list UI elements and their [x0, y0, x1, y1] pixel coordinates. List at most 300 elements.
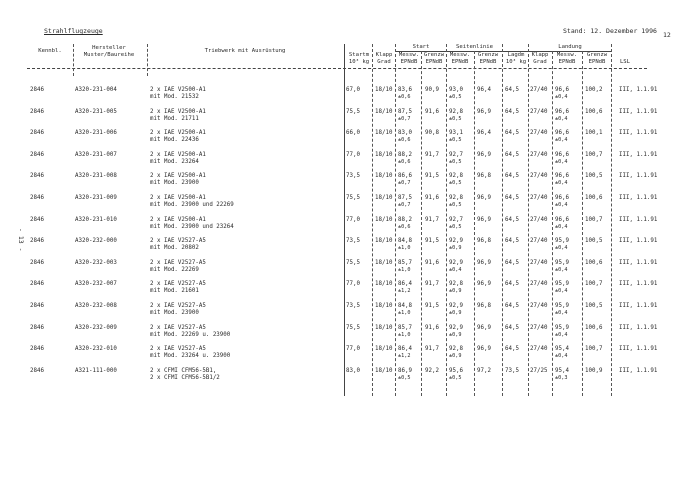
cell-muster: A320-232-003: [75, 259, 117, 266]
cell-startm: 73,5: [346, 173, 360, 180]
table-row: [0, 152, 700, 173]
cell-start-messw-tolerance: ±0,7: [398, 180, 411, 187]
cell-lsl: III, 1.1.91: [619, 346, 658, 353]
cell-start-messw: 88,2: [398, 151, 412, 158]
cell-start-messw-tolerance: ±1,2: [398, 353, 411, 360]
cell-engine: 2 x IAE V2527-A5: [150, 238, 206, 245]
cell-engine: 2 x IAE V2527-A5: [150, 259, 206, 266]
cell-land-grenzw: 100,5: [585, 303, 603, 309]
cell-seit-grenzw: 96,8: [477, 238, 491, 245]
col-sep: [73, 44, 74, 76]
cell-start-grenzw: 91,5: [425, 173, 439, 180]
cell-land-grenzw: 100,6: [585, 324, 603, 331]
header-startm: Startm: [348, 52, 370, 58]
cell-land-klapp: 27/40: [530, 87, 548, 93]
cell-land-grenzw: 100,7: [585, 151, 603, 158]
table-row: [0, 281, 700, 302]
cell-seit-messw: 93,0: [449, 87, 463, 93]
cell-muster: A320-232-010: [75, 346, 117, 353]
cell-seit-messw: 92,7: [449, 151, 463, 158]
header-start-messw-unit: EPNdB: [400, 59, 418, 65]
cell-lagdm: 64,5: [505, 346, 519, 353]
cell-klapp: 18/10: [375, 195, 393, 201]
side-page-marker: - 13 -: [17, 228, 25, 252]
cell-start-messw: 85,7: [398, 324, 412, 331]
cell-land-messw: 95,9: [555, 238, 569, 245]
cell-lsl: III, 1.1.91: [619, 324, 658, 331]
cell-land-messw: 95,9: [555, 259, 569, 266]
header-seit-grenzw: Grenzw: [477, 52, 499, 58]
cell-startm: 66,0: [346, 130, 360, 137]
header-triebwerk: Triebwerk mit Ausrüstung: [204, 48, 286, 54]
table-row: [0, 303, 700, 324]
cell-seit-grenzw: 96,9: [477, 195, 491, 201]
cell-engine: 2 x CFMI CFM56-5B1,: [150, 367, 217, 374]
cell-land-messw-tolerance: ±0,4: [555, 158, 568, 165]
cell-land-klapp: 27/40: [530, 346, 548, 353]
cell-land-klapp: 27/40: [530, 281, 548, 288]
cell-engine: 2 x IAE V2500-A1: [150, 130, 206, 137]
cell-engine: 2 x IAE V2527-A5: [150, 303, 206, 309]
header-bottom-rule: [27, 68, 647, 69]
cell-seit-messw-tolerance: ±0,9: [449, 288, 462, 295]
cell-start-messw: 86,4: [398, 346, 412, 353]
cell-kennbl: 2846: [30, 173, 44, 180]
cell-muster: A320-231-009: [75, 195, 117, 201]
cell-engine: 2 x IAE V2500-A1: [150, 87, 206, 93]
cell-seit-grenzw: 97,2: [477, 367, 491, 374]
cell-start-grenzw: 91,6: [425, 108, 439, 115]
cell-lagdm: 64,5: [505, 324, 519, 331]
cell-kennbl: 2846: [30, 216, 44, 223]
cell-seit-grenzw: 96,8: [477, 303, 491, 309]
cell-start-messw-tolerance: ±0,6: [398, 223, 411, 230]
cell-startm: 75,5: [346, 195, 360, 201]
cell-startm: 75,5: [346, 324, 360, 331]
cell-land-messw: 95,9: [555, 324, 569, 331]
cell-klapp: 18/10: [375, 87, 393, 93]
cell-start-grenzw: 91,5: [425, 238, 439, 245]
cell-seit-grenzw: 96,4: [477, 87, 491, 93]
page-number: 12: [663, 31, 671, 39]
header-land-klapp-unit: Grad: [533, 59, 547, 65]
cell-lagdm: 64,5: [505, 238, 519, 245]
cell-land-messw-tolerance: ±0,4: [555, 288, 568, 295]
cell-klapp: 18/10: [375, 173, 393, 180]
cell-seit-messw: 93,1: [449, 130, 463, 137]
cell-seit-messw: 92,8: [449, 195, 463, 201]
cell-land-messw-tolerance: ±0,4: [555, 115, 568, 122]
cell-seit-messw: 92,9: [449, 303, 463, 309]
header-klapp-unit: Grad: [377, 59, 391, 65]
header-lagdm: Lagdm: [507, 52, 525, 58]
cell-seit-messw-tolerance: ±0,5: [449, 94, 462, 100]
cell-engine: 2 x IAE V2500-A1: [150, 151, 206, 158]
cell-lagdm: 64,5: [505, 195, 519, 201]
cell-lsl: III, 1.1.91: [619, 216, 658, 223]
cell-start-grenzw: 91,7: [425, 216, 439, 223]
header-land-grenzw-unit: EPNdB: [588, 59, 606, 65]
cell-engine-mod: 2 x CFMI CFM56-5B1/2: [150, 374, 220, 381]
cell-kennbl: 2846: [30, 259, 44, 266]
header-group-rule: [396, 51, 612, 52]
table-row: [0, 325, 700, 346]
cell-lsl: III, 1.1.91: [619, 367, 658, 374]
cell-klapp: 18/10: [375, 259, 393, 266]
cell-seit-messw-tolerance: ±0,9: [449, 353, 462, 360]
cell-land-messw: 95,4: [555, 346, 569, 353]
cell-klapp: 18/10: [375, 151, 393, 158]
cell-land-messw: 95,9: [555, 303, 569, 309]
cell-kennbl: 2846: [30, 238, 44, 245]
cell-lagdm: 64,5: [505, 151, 519, 158]
cell-start-grenzw: 91,7: [425, 346, 439, 353]
cell-land-messw-tolerance: ±0,4: [555, 353, 568, 360]
cell-seit-grenzw: 96,9: [477, 259, 491, 266]
document-date: Stand: 12. Dezember 1996: [563, 27, 657, 35]
cell-lagdm: 64,5: [505, 216, 519, 223]
cell-land-grenzw: 100,7: [585, 346, 603, 353]
cell-startm: 67,0: [346, 87, 360, 93]
cell-seit-messw-tolerance: ±0,5: [449, 374, 462, 381]
cell-start-grenzw: 91,6: [425, 259, 439, 266]
cell-start-grenzw: 92,2: [425, 367, 439, 374]
cell-start-messw-tolerance: ±0,7: [398, 202, 411, 208]
header-land-messw-unit: EPNdB: [558, 59, 576, 65]
cell-lagdm: 64,5: [505, 259, 519, 266]
cell-land-klapp: 27/40: [530, 216, 548, 223]
cell-kennbl: 2846: [30, 346, 44, 353]
cell-land-grenzw: 100,6: [585, 195, 603, 201]
cell-seit-messw-tolerance: ±0,4: [449, 266, 462, 273]
cell-muster: A320-231-004: [75, 87, 117, 93]
header-startm-unit: 10³ kg: [348, 59, 370, 65]
cell-start-messw-tolerance: ±1,0: [398, 310, 411, 316]
cell-seit-messw-tolerance: ±0,5: [449, 180, 462, 187]
cell-start-messw: 83,0: [398, 130, 412, 137]
document-title: Strahlflugzeuge: [44, 27, 103, 35]
cell-muster: A320-232-000: [75, 238, 117, 245]
cell-engine-mod: mit Mod. 21532: [150, 94, 199, 100]
cell-start-messw: 83,6: [398, 87, 412, 93]
cell-lsl: III, 1.1.91: [619, 259, 658, 266]
cell-engine-mod: mit Mod. 23900: [150, 310, 199, 316]
cell-muster: A320-231-010: [75, 216, 117, 223]
cell-land-messw-tolerance: ±0,4: [555, 202, 568, 208]
cell-land-messw-tolerance: ±0,4: [555, 94, 568, 100]
cell-start-grenzw: 91,6: [425, 195, 439, 201]
table-row: [0, 217, 700, 238]
cell-startm: 77,0: [346, 346, 360, 353]
header-land-klapp: Klapp: [531, 52, 549, 58]
table-row: [0, 109, 700, 130]
cell-start-messw-tolerance: ±1,2: [398, 288, 411, 295]
cell-lagdm: 64,5: [505, 281, 519, 288]
cell-muster: A320-231-008: [75, 173, 117, 180]
cell-land-messw: 96,6: [555, 216, 569, 223]
cell-land-messw-tolerance: ±0,4: [555, 137, 568, 144]
cell-start-grenzw: 91,5: [425, 303, 439, 309]
cell-seit-messw-tolerance: ±0,5: [449, 223, 462, 230]
cell-land-messw-tolerance: ±0,4: [555, 310, 568, 316]
cell-startm: 77,0: [346, 216, 360, 223]
cell-land-messw: 96,6: [555, 108, 569, 115]
cell-kennbl: 2846: [30, 367, 44, 374]
cell-seit-messw-tolerance: ±0,5: [449, 115, 462, 122]
cell-seit-messw: 92,7: [449, 216, 463, 223]
cell-muster: A320-231-007: [75, 151, 117, 158]
table-row: [0, 346, 700, 367]
cell-start-messw: 85,7: [398, 259, 412, 266]
cell-muster: A320-231-005: [75, 108, 117, 115]
cell-kennbl: 2846: [30, 303, 44, 309]
cell-land-messw: 96,6: [555, 130, 569, 137]
cell-land-grenzw: 100,5: [585, 173, 603, 180]
cell-klapp: 18/10: [375, 367, 393, 374]
cell-land-klapp: 27/40: [530, 303, 548, 309]
cell-land-klapp: 27/40: [530, 324, 548, 331]
cell-land-grenzw: 100,5: [585, 238, 603, 245]
table-row: [0, 130, 700, 151]
cell-klapp: 18/10: [375, 303, 393, 309]
cell-land-klapp: 27/40: [530, 130, 548, 137]
cell-start-grenzw: 91,7: [425, 151, 439, 158]
cell-land-grenzw: 100,1: [585, 130, 603, 137]
cell-land-grenzw: 100,6: [585, 108, 603, 115]
cell-lsl: III, 1.1.91: [619, 238, 658, 245]
cell-kennbl: 2846: [30, 195, 44, 201]
table-row: [0, 368, 700, 389]
cell-land-messw-tolerance: ±0,4: [555, 331, 568, 338]
cell-start-messw: 86,4: [398, 281, 412, 288]
cell-start-messw-tolerance: ±0,6: [398, 137, 411, 144]
cell-seit-messw: 95,6: [449, 367, 463, 374]
cell-engine: 2 x IAE V2500-A1: [150, 108, 206, 115]
cell-klapp: 18/10: [375, 324, 393, 331]
cell-engine: 2 x IAE V2527-A5: [150, 281, 206, 288]
cell-engine-mod: mit Mod. 20802: [150, 245, 199, 252]
cell-land-messw-tolerance: ±0,4: [555, 245, 568, 252]
cell-seit-messw-tolerance: ±0,5: [449, 202, 462, 208]
cell-land-grenzw: 100,6: [585, 259, 603, 266]
cell-engine: 2 x IAE V2527-A5: [150, 324, 206, 331]
cell-kennbl: 2846: [30, 130, 44, 137]
cell-land-klapp: 27/40: [530, 195, 548, 201]
header-landung-group: Landung: [558, 44, 582, 50]
cell-muster: A320-231-006: [75, 130, 117, 137]
cell-engine-mod: mit Mod. 22269: [150, 266, 199, 273]
cell-seit-messw-tolerance: ±0,9: [449, 245, 462, 252]
cell-engine-mod: mit Mod. 23900: [150, 180, 199, 187]
cell-engine-mod: mit Mod. 23264: [150, 158, 199, 165]
cell-start-messw-tolerance: ±1,0: [398, 245, 411, 252]
cell-startm: 77,0: [346, 151, 360, 158]
cell-land-messw-tolerance: ±0,4: [555, 180, 568, 187]
cell-kennbl: 2846: [30, 87, 44, 93]
header-hersteller: Hersteller: [92, 45, 126, 51]
cell-kennbl: 2846: [30, 324, 44, 331]
header-muster: Muster/Baureihe: [83, 52, 135, 58]
cell-seit-grenzw: 96,4: [477, 130, 491, 137]
table-row: [0, 87, 700, 108]
cell-seit-messw-tolerance: ±0,9: [449, 310, 462, 316]
cell-land-messw: 96,6: [555, 173, 569, 180]
cell-start-messw-tolerance: ±0,7: [398, 115, 411, 122]
cell-engine: 2 x IAE V2500-A1: [150, 173, 206, 180]
cell-start-messw-tolerance: ±0,5: [398, 374, 411, 381]
cell-lagdm: 64,5: [505, 87, 519, 93]
cell-klapp: 18/10: [375, 108, 393, 115]
cell-seit-grenzw: 96,9: [477, 151, 491, 158]
cell-land-grenzw: 100,7: [585, 281, 603, 288]
cell-seit-messw: 92,8: [449, 108, 463, 115]
header-klapp: Klapp: [375, 52, 393, 58]
cell-start-messw: 84,8: [398, 303, 412, 309]
header-lagdm-unit: 10³ kg: [505, 59, 527, 65]
cell-muster: A320-232-009: [75, 324, 117, 331]
cell-seit-messw: 92,8: [449, 281, 463, 288]
header-seitenlinie-group: Seitenlinie: [455, 44, 494, 50]
cell-seit-messw: 92,8: [449, 173, 463, 180]
cell-land-messw: 96,6: [555, 87, 569, 93]
cell-land-klapp: 27/40: [530, 108, 548, 115]
cell-land-klapp: 27/40: [530, 238, 548, 245]
cell-engine: 2 x IAE V2527-A5: [150, 346, 206, 353]
cell-engine-mod: mit Mod. 23900 und 22269: [150, 202, 234, 208]
cell-engine-mod: mit Mod. 21711: [150, 115, 199, 122]
cell-seit-messw: 92,9: [449, 238, 463, 245]
cell-seit-grenzw: 96,9: [477, 346, 491, 353]
cell-land-messw-tolerance: ±0,4: [555, 266, 568, 273]
cell-start-grenzw: 91,6: [425, 324, 439, 331]
cell-lagdm: 73,5: [505, 367, 519, 374]
cell-lsl: III, 1.1.91: [619, 87, 658, 93]
cell-land-messw: 96,6: [555, 195, 569, 201]
cell-land-messw-tolerance: ±0,4: [555, 223, 568, 230]
cell-seit-messw-tolerance: ±0,5: [449, 137, 462, 144]
header-land-grenzw: Grenzw: [586, 52, 608, 58]
cell-startm: 73,5: [346, 238, 360, 245]
cell-start-messw: 86,9: [398, 367, 412, 374]
cell-klapp: 18/10: [375, 346, 393, 353]
cell-land-klapp: 27/40: [530, 151, 548, 158]
header-kennbl: Kennbl.: [38, 48, 62, 54]
cell-land-messw: 95,4: [555, 367, 569, 374]
table-row: [0, 173, 700, 194]
cell-lsl: III, 1.1.91: [619, 173, 658, 180]
cell-engine-mod: mit Mod. 22269 u. 23900: [150, 331, 231, 338]
cell-startm: 83,0: [346, 367, 360, 374]
cell-land-grenzw: 100,9: [585, 367, 603, 374]
table-row: [0, 238, 700, 259]
cell-kennbl: 2846: [30, 281, 44, 288]
cell-lsl: III, 1.1.91: [619, 108, 658, 115]
cell-start-messw: 87,5: [398, 195, 412, 201]
cell-land-grenzw: 100,7: [585, 216, 603, 223]
header-land-messw: Messw.: [556, 52, 578, 58]
cell-lsl: III, 1.1.91: [619, 130, 658, 137]
col-sep: [147, 44, 148, 76]
cell-seit-grenzw: 96,9: [477, 281, 491, 288]
cell-kennbl: 2846: [30, 151, 44, 158]
cell-seit-grenzw: 96,9: [477, 324, 491, 331]
header-start-grenzw: Grenzw: [423, 52, 445, 58]
cell-start-messw-tolerance: ±0,6: [398, 158, 411, 165]
cell-kennbl: 2846: [30, 108, 44, 115]
cell-muster: A321-111-000: [75, 367, 117, 374]
cell-seit-grenzw: 96,9: [477, 108, 491, 115]
cell-start-messw: 87,5: [398, 108, 412, 115]
table-row: [0, 260, 700, 281]
cell-seit-messw: 92,9: [449, 324, 463, 331]
header-start-grenzw-unit: EPNdB: [425, 59, 443, 65]
cell-lagdm: 64,5: [505, 173, 519, 180]
cell-start-messw-tolerance: ±1,0: [398, 266, 411, 273]
cell-startm: 77,0: [346, 281, 360, 288]
cell-startm: 75,5: [346, 259, 360, 266]
cell-lagdm: 64,5: [505, 108, 519, 115]
cell-seit-messw: 92,9: [449, 259, 463, 266]
cell-start-messw-tolerance: ±0,6: [398, 94, 411, 100]
cell-klapp: 18/10: [375, 238, 393, 245]
cell-muster: A320-232-008: [75, 303, 117, 309]
cell-seit-messw: 92,8: [449, 346, 463, 353]
cell-start-grenzw: 90,9: [425, 87, 439, 93]
cell-engine-mod: mit Mod. 23900 und 23264: [150, 223, 234, 230]
cell-engine-mod: mit Mod. 22436: [150, 137, 199, 144]
cell-lsl: III, 1.1.91: [619, 195, 658, 201]
header-seit-messw-unit: EPNdB: [451, 59, 469, 65]
cell-engine-mod: mit Mod. 21601: [150, 288, 199, 295]
cell-seit-messw-tolerance: ±0,5: [449, 158, 462, 165]
header-start-messw: Messw.: [398, 52, 420, 58]
cell-start-messw-tolerance: ±1,0: [398, 331, 411, 338]
cell-muster: A320-232-007: [75, 281, 117, 288]
table-row: [0, 195, 700, 216]
cell-lsl: III, 1.1.91: [619, 151, 658, 158]
cell-land-klapp: 27/40: [530, 173, 548, 180]
cell-land-klapp: 27/25: [530, 367, 548, 374]
cell-lsl: III, 1.1.91: [619, 281, 658, 288]
cell-land-klapp: 27/40: [530, 259, 548, 266]
cell-lagdm: 64,5: [505, 303, 519, 309]
header-lsl: LSL: [619, 59, 631, 65]
cell-startm: 75,5: [346, 108, 360, 115]
cell-klapp: 18/10: [375, 216, 393, 223]
cell-start-messw: 86,6: [398, 173, 412, 180]
cell-start-messw: 84,8: [398, 238, 412, 245]
cell-land-messw: 95,9: [555, 281, 569, 288]
header-seit-messw: Messw.: [449, 52, 471, 58]
cell-engine: 2 x IAE V2500-A1: [150, 216, 206, 223]
cell-klapp: 18/10: [375, 130, 393, 137]
cell-land-grenzw: 100,2: [585, 87, 603, 93]
cell-klapp: 18/10: [375, 281, 393, 288]
cell-engine: 2 x IAE V2500-A1: [150, 195, 206, 201]
cell-seit-grenzw: 96,9: [477, 216, 491, 223]
cell-start-grenzw: 90,8: [425, 130, 439, 137]
cell-startm: 73,5: [346, 303, 360, 309]
header-seit-grenzw-unit: EPNdB: [479, 59, 497, 65]
header-start-group: Start: [412, 44, 430, 50]
cell-start-grenzw: 91,7: [425, 281, 439, 288]
cell-lagdm: 64,5: [505, 130, 519, 137]
cell-land-messw-tolerance: ±0,3: [555, 374, 568, 381]
cell-land-messw: 96,6: [555, 151, 569, 158]
cell-seit-grenzw: 96,8: [477, 173, 491, 180]
cell-start-messw: 88,2: [398, 216, 412, 223]
cell-seit-messw-tolerance: ±0,9: [449, 331, 462, 338]
